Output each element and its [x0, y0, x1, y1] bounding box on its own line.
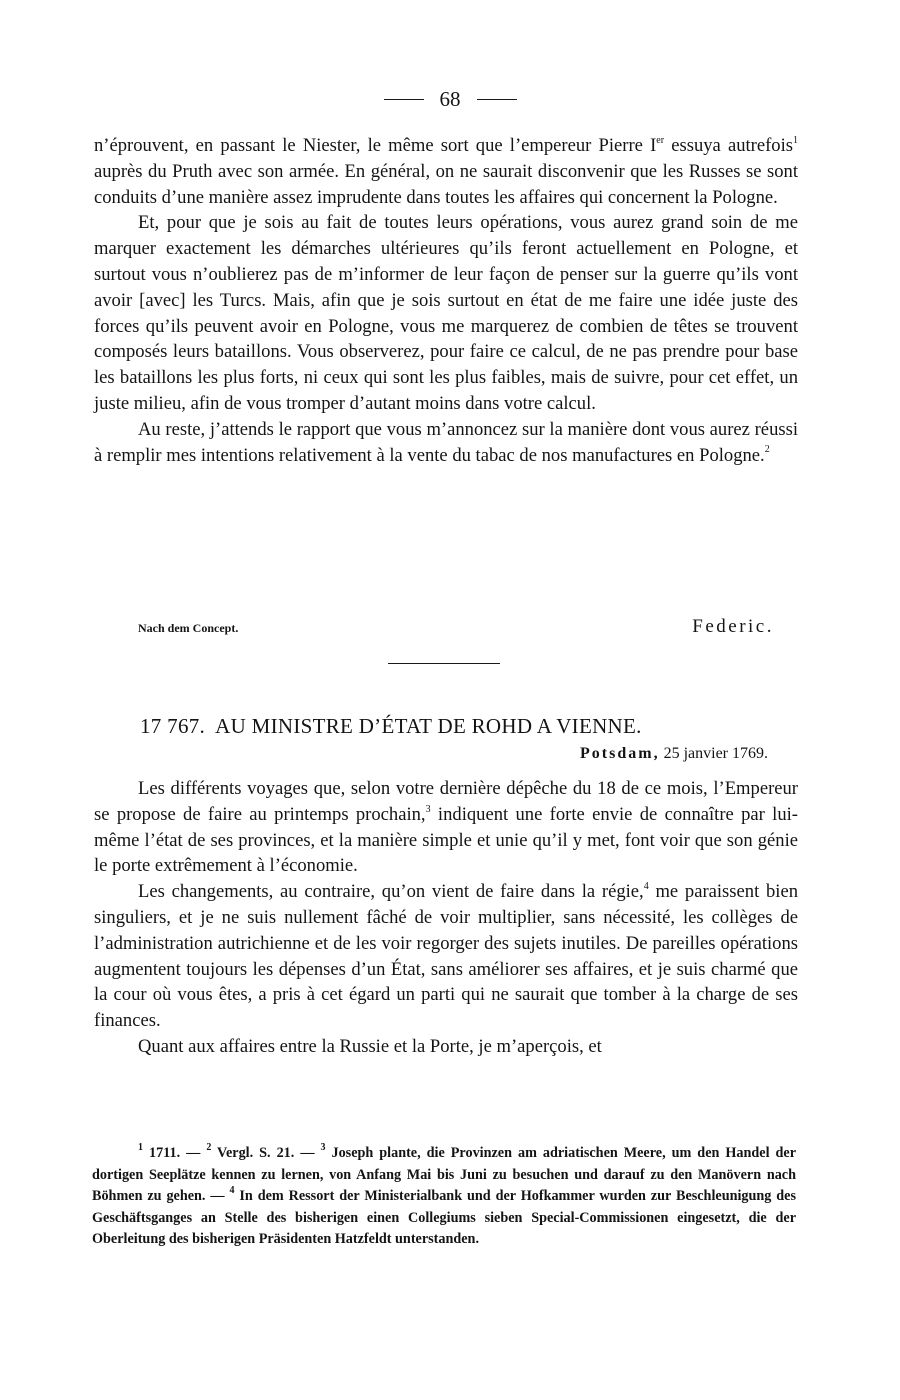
footnote-ref: 4	[643, 881, 649, 892]
paragraph: Les différents voyages que, selon votre dernière dépêche du 18 de ce mois, l’Empereur se propose de faire au printemps prochain,$^3$ indiquent une forte envie de connaître par lui-même l’état de ses provinces, et la manière simple et unie qu’il y met, font voir que son génie le porte extrêmement à l’économie.	[94, 778, 799, 877]
paragraph: Les changements, au contraire, qu’on vient de faire dans la régie,$^4$ me paraissent bien singuliers, et je ne suis nullement fâché de voir multiplier, sans nécessité, les collèges de l’administration autrichienne et de les voir regorger des sujets inutiles. De pareilles opérations augmentent toujours les dépenses d’un État, sans améliorer ses affaires, et je suis charmé que la cour où vous êtes, a pris à cet égard un parti qui ne saurait que tomber à la charge de ses finances.	[94, 881, 798, 1032]
header-dash-right	[477, 99, 517, 100]
footnote-mark: 2	[206, 1142, 212, 1154]
date: 25 janvier 1769.	[663, 745, 768, 762]
letter-title: AU MINISTRE D’ÉTAT DE ROHD A VIENNE.	[215, 714, 642, 738]
footnote-ref: 2	[764, 444, 770, 456]
letter-heading	[140, 714, 642, 739]
page-number: 68	[439, 86, 461, 111]
signature: Federic.	[692, 616, 774, 637]
continued-letter-body	[94, 133, 798, 468]
footnote-mark: 1	[138, 1142, 143, 1154]
letter-number: 17 767.	[140, 714, 206, 738]
paragraph: Et, pour que je sois au fait de toutes leurs opérations, vous aurez grand soin de me marquer exactement les démarches ultérieures qu’ils feront actuellement en Pologne, et surtout vous n’oublierez pas de m’informer de leur façon de penser sur la guerre qu’ils vont avoir [avec] les Turcs. Mais, afin que je sois surtout en état de me faire une idée juste des forces qu’ils peuvent avoir en Pologne, vous me marquerez de combien de têtes se trouvent composés leurs bataillons. Vous observerez, pour faire ce calcul, de ne pas prendre pour base les bataillons les plus forts, ni ceux qui sont les plus faibles, mais de suivre, pour cet effet, un juste milieu, afin de vous tromper d’autant moins dans votre calcul.	[94, 212, 798, 414]
page-number-header	[0, 84, 900, 114]
footnote-ref: 1	[793, 134, 799, 146]
footnote-mark: 3	[320, 1142, 326, 1154]
footnote-mark: 4	[229, 1185, 235, 1197]
closing-row	[138, 616, 774, 638]
header-dash-left	[384, 99, 424, 100]
superscript: er	[656, 134, 665, 146]
place: Potsdam,	[580, 745, 660, 762]
paragraph: n’éprouvent, en passant le Niester, le même sort que l’empereur Pierre Ier essuya autrefois$^1$ auprès du Pruth avec son armée. En général, on ne saurait disconvenir que les Russes se sont conduits d’une manière assez imprudente dans toutes les affaires qui concernent la Pologne.	[94, 134, 799, 208]
source-note: Nach dem Concept.	[138, 621, 239, 635]
paragraph: Au reste, j’attends le rapport que vous m’annoncez sur la manière dont vous aurez réussi à remplir mes intentions relativement à la vente du tabac de nos manufactures en Pologne.$^2$	[94, 418, 798, 466]
paragraph: Quant aux affaires entre la Russie et la Porte, je m’aperçois, et	[138, 1035, 602, 1057]
letter-body	[94, 776, 798, 1060]
dateline	[0, 745, 768, 763]
footnote-block: $^1$ 1711. — $^2$ Vergl. S. 21. — $^3$ Joseph plante, die Provinzen am adriatischen Meere, um den Handel der dortigen Seeplätze kennen zu lernen, von Anfang Mai bis Juni zu besuchen und darauf zu den Manövern nach Böhmen zu gehen. — $^4$ In dem Ressort der Ministerialbank und der Hofkammer wurden zur Beschleunigung des Geschäftsganges an Stelle des bisherigen einen Collegiums sieben Special-Commissionen eingesetzt, die der Oberleitung des bisherigen Präsidenten Hatzfeldt unterstanden.	[92, 1142, 797, 1247]
footnotes	[92, 1143, 796, 1251]
footnote-ref: 3	[425, 803, 431, 815]
section-divider	[388, 663, 500, 664]
